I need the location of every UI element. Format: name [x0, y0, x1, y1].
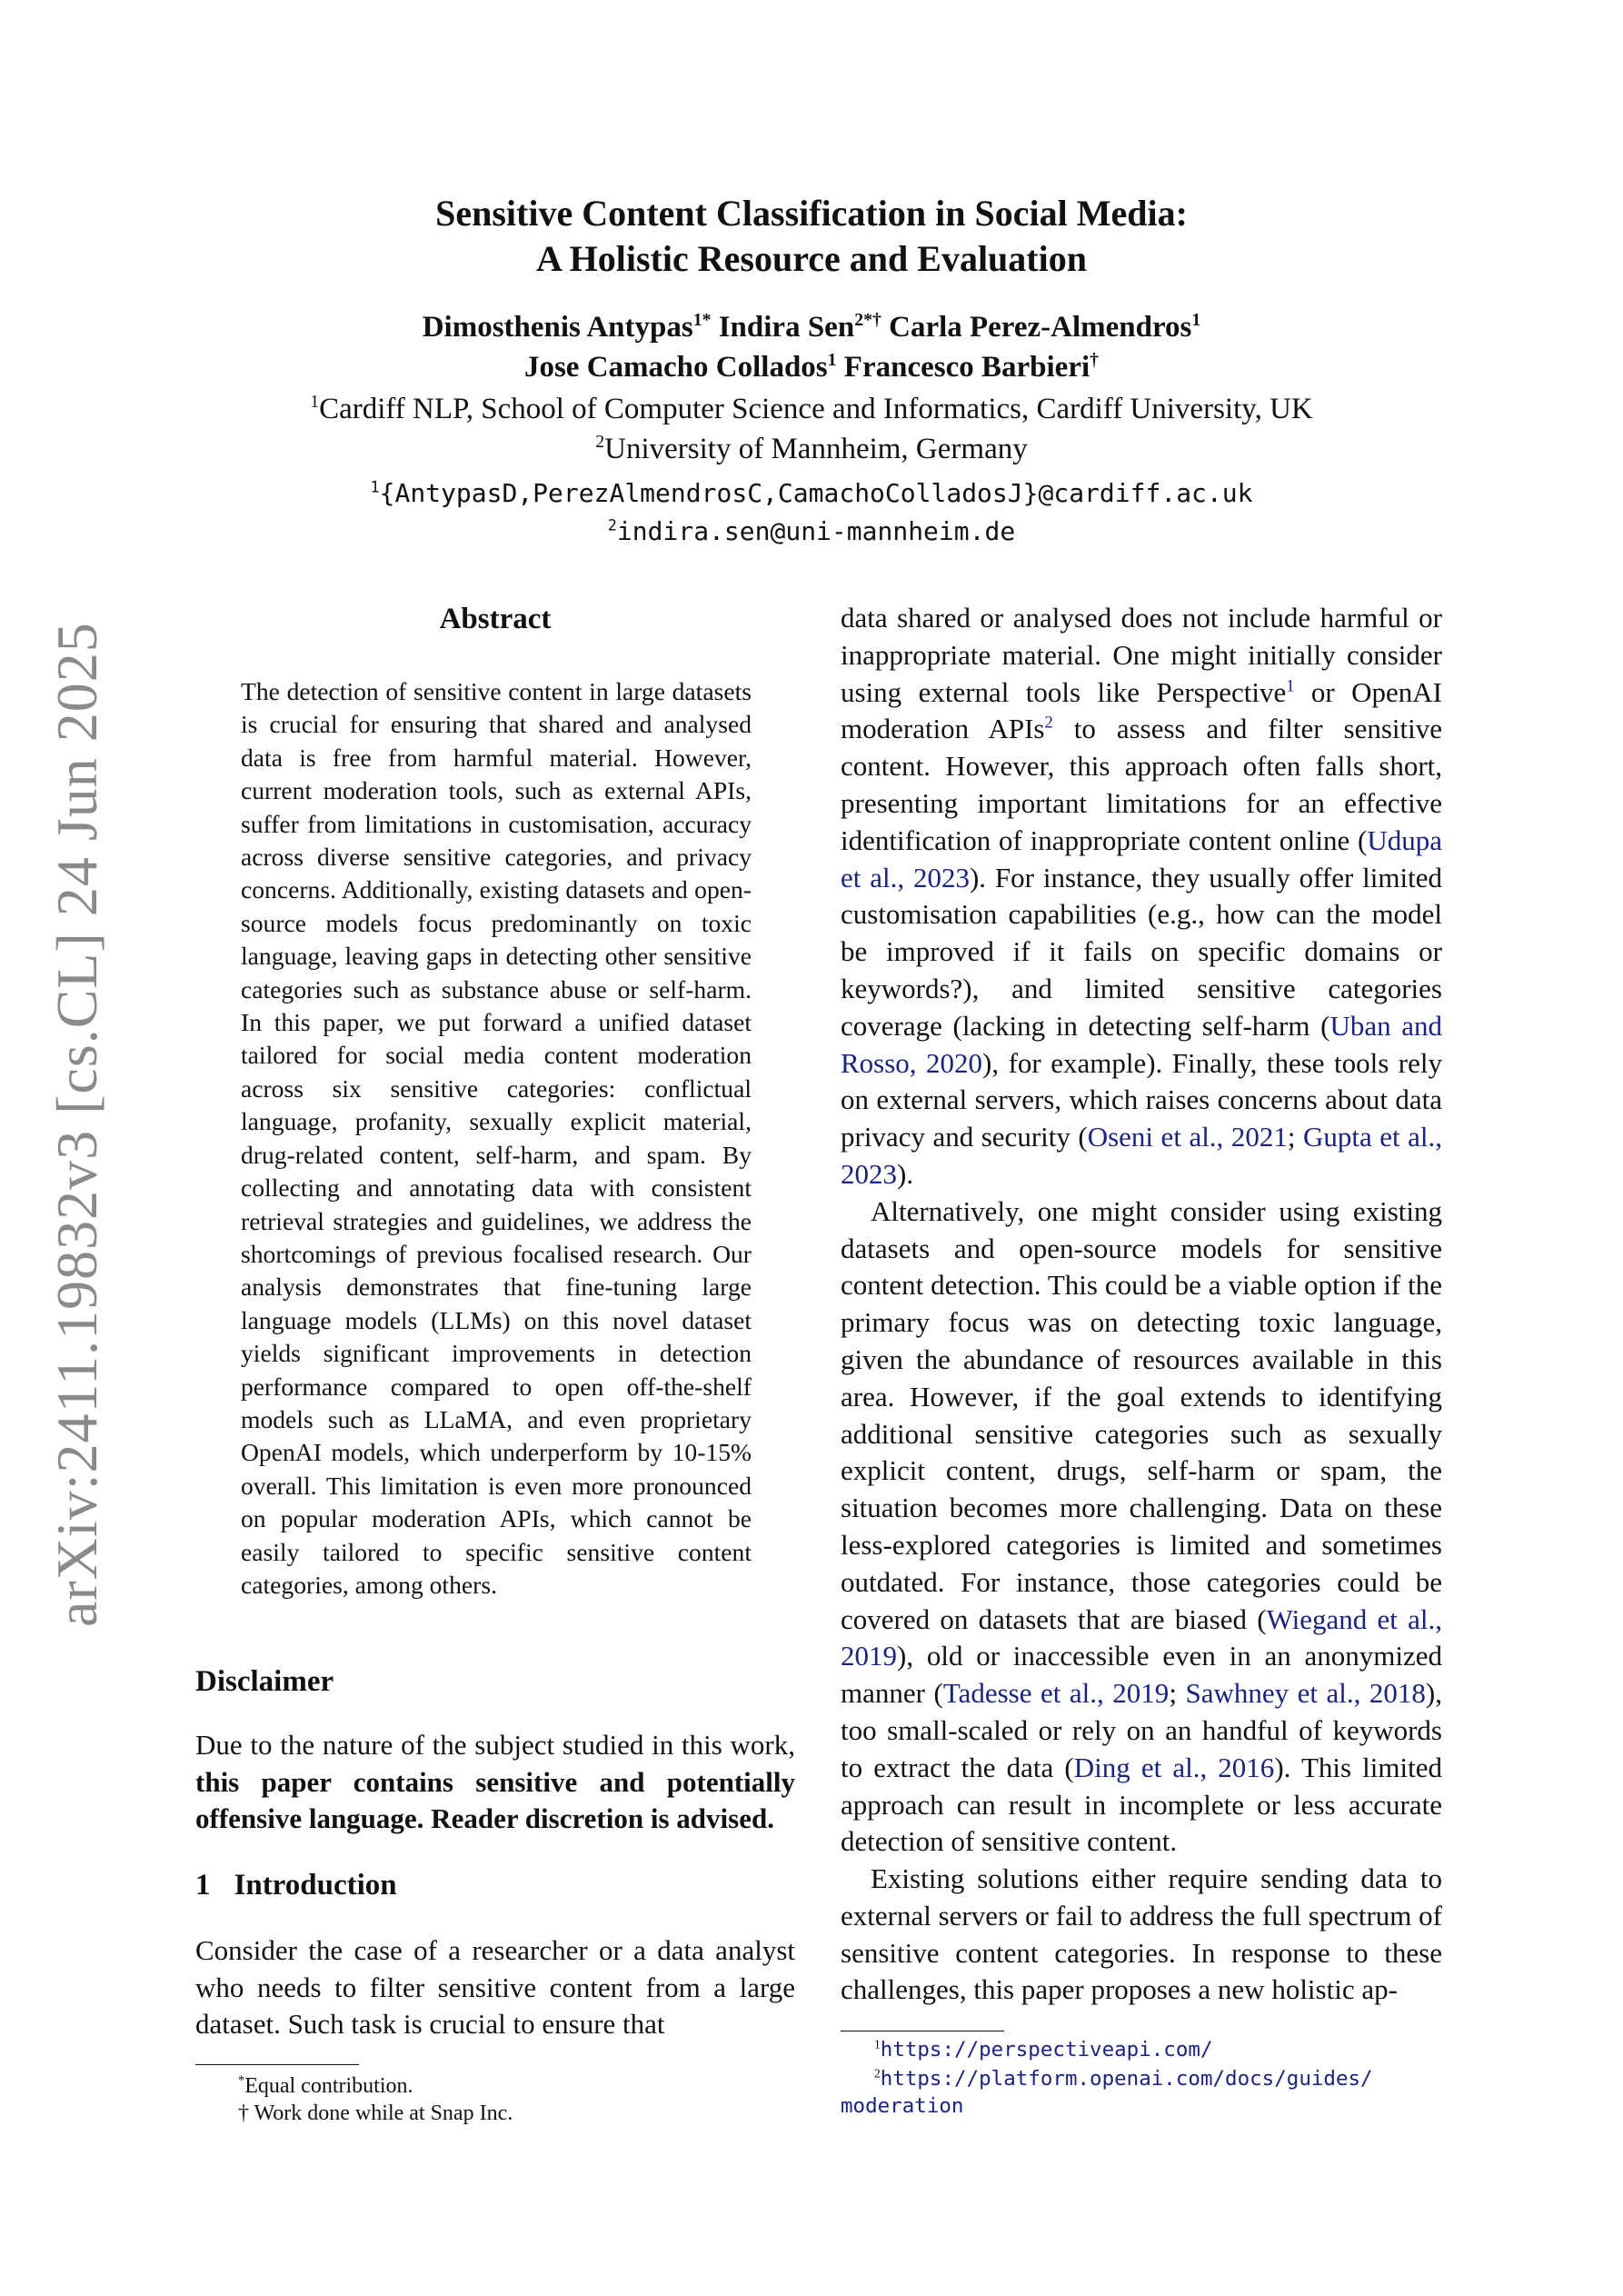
- author-name: Carla Perez-Almendros: [889, 311, 1192, 344]
- citation-link[interactable]: Uban and Rosso, 2020: [841, 1009, 1442, 1079]
- footnote-link-1[interactable]: 1: [1286, 676, 1295, 696]
- paragraph-1: [841, 600, 1442, 1193]
- author-affiliation-mark: 1: [827, 350, 837, 370]
- author-emails: [0, 474, 1623, 551]
- introduction-body-left: Consider the case of a researcher or a data analyst who needs to filter sensitive content from a large dataset. Such task is crucial to ensure that: [195, 1934, 795, 2041]
- author-name: Dimosthenis Antypas: [422, 311, 693, 344]
- footnote-link-2[interactable]: 2: [1044, 714, 1053, 734]
- section-title: Introduction: [234, 1869, 397, 1902]
- affiliation-1: [0, 389, 1623, 429]
- paragraph-text: ), too small-scaled or rely on an handful of keywords to extract the data (: [841, 1677, 1442, 1783]
- title-line-1: Sensitive Content Classification in Social Media:: [435, 193, 1188, 234]
- footnote-openai: [874, 2065, 1373, 2092]
- affiliations: [0, 389, 1623, 469]
- author-line-1: [0, 307, 1623, 347]
- affiliation-mark: 2: [607, 515, 617, 534]
- title-line-2: A Holistic Resource and Evaluation: [536, 238, 1087, 279]
- footnote-equal-contribution: [238, 2072, 413, 2100]
- footnote-perspective: [874, 2036, 1213, 2063]
- footnote-rule-left: [195, 2064, 359, 2065]
- right-column-body: [841, 600, 1442, 2009]
- author-affiliation-mark: 2*†: [854, 310, 881, 330]
- paragraph-text: ), for example). Finally, these tools rely on external servers, which raises concerns about data privacy and security (: [841, 1046, 1442, 1153]
- author-affiliation-mark: 1: [1191, 310, 1201, 330]
- citation-link[interactable]: Wiegand et al., 2019: [841, 1602, 1442, 1672]
- citation-link[interactable]: Ding et al., 2016: [1073, 1751, 1275, 1783]
- disclaimer-warning: this paper contains sensitive and potentially offensive language. Reader discretion is advised.: [195, 1765, 795, 1835]
- author-affiliation-mark: †: [1090, 350, 1100, 370]
- footnote-mark: 1: [874, 2037, 881, 2051]
- email-text: {AntypasD,PerezAlmendrosC,CamachoColladosJ}@cardiff.ac.uk: [379, 478, 1253, 508]
- author-name: Francesco Barbieri: [843, 351, 1090, 384]
- paragraph-text: ), old or inaccessible even in an anonymized manner (: [841, 1640, 1442, 1710]
- footnote-text: Equal contribution.: [244, 2074, 413, 2098]
- affiliation-mark: 1: [370, 477, 380, 496]
- author-affiliation-mark: 1*: [692, 310, 712, 330]
- citation-link[interactable]: Oseni et al., 2021: [1087, 1121, 1288, 1153]
- abstract-heading: Abstract: [439, 603, 552, 635]
- paragraph-3: Existing solutions either require sending data to external servers or fail to address the full spectrum of sensitive content categories. In response to these challenges, this paper proposes a new holistic ap-: [841, 1862, 1442, 2006]
- paragraph-text: Alternatively, one might consider using existing datasets and open-source models for sensitive content detection. This could be a viable option if the primary focus was on detecting toxic language, given the abundance of resources available in this area. However, if the goal extends to identifying additional sensitive categories such as sexually explicit content, drugs, self-harm or spam, the situation becomes more challenging. Data on these less-explored categories is limited and sometimes outdated. For instance, those categories could be covered on datasets that are biased (: [841, 1194, 1442, 1635]
- paragraph-text: data shared or analysed does not include harmful or inappropriate material. One might initially consider using external tools like Perspective: [841, 602, 1442, 708]
- footnote-mark: 2: [874, 2066, 881, 2081]
- citation-link[interactable]: Sawhney et al., 2018: [1185, 1677, 1426, 1710]
- affiliation-text: Cardiff NLP, School of Computer Science and Informatics, Cardiff University, UK: [319, 393, 1313, 425]
- citation-link[interactable]: Tadesse et al., 2019: [942, 1677, 1170, 1710]
- email-line-1: [0, 474, 1623, 513]
- email-text: indira.sen@uni-mannheim.de: [616, 516, 1016, 546]
- paragraph-2: [841, 1193, 1442, 1861]
- author-list: [0, 307, 1623, 387]
- disclaimer-heading: Disclaimer: [195, 1665, 334, 1698]
- section-number: 1: [195, 1869, 211, 1902]
- abstract-body: The detection of sensitive content in large datasets is crucial for ensuring that shared and analysed data is free from harmful material. However, current moderation tools, such as external APIs, suffer from limitations in customisation, accuracy across diverse sensitive categories, and privacy concerns. Additionally, existing datasets and open-source models focus predominantly on toxic language, leaving gaps in detecting other sensitive categories such as substance abuse or self-harm. In this paper, we put forward a unified dataset tailored for social media content moderation across six sensitive categories: conflictual language, profanity, sexually explicit material, drug-related content, self-harm, and spam. By collecting and annotating data with consistent retrieval strategies and guidelines, we address the shortcomings of previous focalised research. Our analysis demonstrates that fine-tuning large language models (LLMs) on this novel dataset yields significant improvements in detection performance compared to open off-the-shelf models such as LLaMA, and even proprietary OpenAI models, which underperform by 10-15% overall. This limitation is even more pronounced on popular moderation APIs, which cannot be easily tailored to specific sensitive content categories, among others.: [241, 677, 752, 1599]
- paragraph-text: ;: [1169, 1677, 1186, 1710]
- paragraph-text: to assess and filter sensitive content. However, this approach often falls short, presenting important limitations for an effective identification of inappropriate content online (: [841, 713, 1442, 856]
- paragraph-text: ). This limited approach can result in incomplete or less accurate detection of sensitive content.: [841, 1751, 1442, 1858]
- affiliation-2: [0, 429, 1623, 469]
- footnote-openai-continued[interactable]: moderation: [841, 2094, 964, 2118]
- author-name: Indira Sen: [718, 311, 855, 344]
- paragraph-text: ). For instance, they usually offer limited customisation capabilities (e.g., how can the model be improved if it fails on specific domains or keywords?), and limited sensitive categories coverage (lacking in detecting self-harm (: [841, 861, 1442, 1042]
- footnote-url[interactable]: https://perspectiveapi.com/: [880, 2038, 1213, 2061]
- citation-link[interactable]: Gupta et al., 2023: [841, 1121, 1442, 1190]
- affiliation-mark: 2: [595, 432, 605, 452]
- author-name: Jose Camacho Collados: [523, 351, 828, 384]
- disclaimer-body: [195, 1727, 795, 1838]
- footnote-url[interactable]: https://platform.openai.com/docs/guides/: [880, 2067, 1373, 2091]
- footnote-snap: † Work done while at Snap Inc.: [238, 2101, 513, 2125]
- disclaimer-text: Due to the nature of the subject studied in this work,: [195, 1729, 795, 1761]
- paper-title: [0, 191, 1623, 282]
- affiliation-text: University of Mannheim, Germany: [604, 433, 1028, 465]
- paragraph-text: or OpenAI moderation APIs: [841, 675, 1442, 745]
- arxiv-stamp: arXiv:2411.19832v3 [cs.CL] 24 Jun 2025: [45, 622, 109, 1627]
- footnote-mark: *: [238, 2073, 245, 2088]
- introduction-heading: [195, 1869, 397, 1902]
- paragraph-text: ;: [1287, 1121, 1303, 1153]
- affiliation-mark: 1: [310, 392, 320, 412]
- email-line-2: [0, 513, 1623, 551]
- paragraph-text: ).: [897, 1157, 914, 1190]
- citation-link[interactable]: Udupa et al., 2023: [841, 824, 1442, 893]
- author-line-2: [0, 347, 1623, 387]
